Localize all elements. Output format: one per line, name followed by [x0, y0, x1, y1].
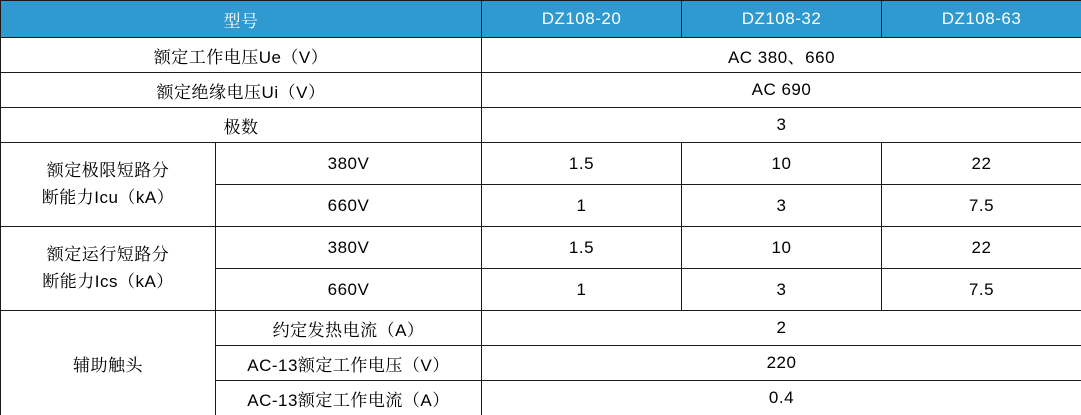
table-header-row	[1, 1, 1081, 38]
value-ics-380v-dz108-20: 1.5	[482, 227, 682, 269]
table-row-aux-thermal-current	[1, 311, 1081, 346]
sub-label-ac13-current: AC-13额定工作电流（A）	[216, 381, 482, 415]
sub-label-icu-660v: 660V	[216, 185, 482, 227]
sub-label-ics-660v: 660V	[216, 269, 482, 311]
sub-label-thermal-current: 约定发热电流（A）	[216, 311, 482, 346]
row-label-icu-line2: 断能力Icu（kA）	[41, 187, 175, 207]
value-ics-660v-dz108-20: 1	[482, 269, 682, 311]
table-row-rated-working-voltage	[1, 38, 1081, 73]
table-row-ics-380	[1, 227, 1081, 269]
header-model-label: 型号	[1, 1, 482, 38]
header-model-3: DZ108-63	[882, 1, 1081, 38]
row-label-ics-line1: 额定运行短路分	[46, 245, 170, 265]
sub-label-ics-380v: 380V	[216, 227, 482, 269]
sub-label-icu-380v: 380V	[216, 143, 482, 185]
table-row-rated-insulation-voltage	[1, 73, 1081, 108]
row-value-poles: 3	[482, 108, 1081, 143]
value-icu-660v-dz108-32: 3	[682, 185, 882, 227]
value-icu-660v-dz108-63: 7.5	[882, 185, 1081, 227]
value-ics-380v-dz108-63: 22	[882, 227, 1081, 269]
sub-label-ac13-voltage: AC-13额定工作电压（V）	[216, 346, 482, 381]
value-ics-380v-dz108-32: 10	[682, 227, 882, 269]
row-label-rated-insulation-voltage: 额定绝缘电压Ui（V）	[1, 73, 482, 108]
value-icu-380v-dz108-20: 1.5	[482, 143, 682, 185]
row-label-ics-line2: 断能力Ics（kA）	[42, 271, 174, 291]
value-ics-660v-dz108-32: 3	[682, 269, 882, 311]
row-label-rated-working-voltage: 额定工作电压Ue（V）	[1, 38, 482, 73]
value-ics-660v-dz108-63: 7.5	[882, 269, 1081, 311]
value-ac13-current: 0.4	[482, 381, 1081, 415]
row-value-rated-working-voltage: AC 380、660	[482, 38, 1081, 73]
value-icu-380v-dz108-32: 10	[682, 143, 882, 185]
value-icu-660v-dz108-20: 1	[482, 185, 682, 227]
row-label-ics	[1, 227, 216, 311]
header-model-2: DZ108-32	[682, 1, 882, 38]
header-model-1: DZ108-20	[482, 1, 682, 38]
value-ac13-voltage: 220	[482, 346, 1081, 381]
row-label-icu	[1, 143, 216, 227]
table-row-poles	[1, 108, 1081, 143]
table-row-icu-380	[1, 143, 1081, 185]
row-label-poles: 极数	[1, 108, 482, 143]
value-icu-380v-dz108-63: 22	[882, 143, 1081, 185]
value-thermal-current: 2	[482, 311, 1081, 346]
row-label-auxiliary-contact: 辅助触头	[1, 311, 216, 415]
row-value-rated-insulation-voltage: AC 690	[482, 73, 1081, 108]
row-label-icu-line1: 额定极限短路分	[46, 161, 170, 181]
